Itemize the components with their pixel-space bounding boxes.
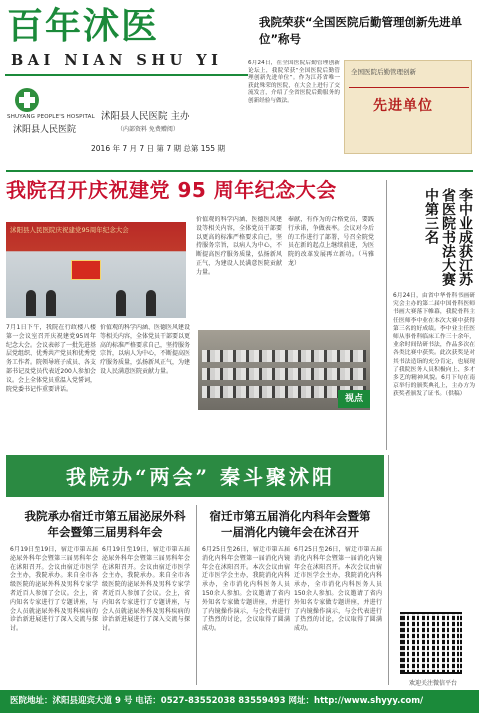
main-story-col1: 7月1日下午，我院在行政楼八楼第一会议室召开庆祝建党95周年纪念大会。会议表彰了一批先进基层党组织、优秀共产党员和优秀党务工作者。院领导班子成员、各支部书记及党员代表近200人参加会议。会上全体党员重温入党誓词，院党委书记作重要讲话。: [6, 324, 96, 393]
column-divider: [388, 455, 389, 685]
person-figure: [146, 290, 156, 316]
right-sub-headline: 宿迁市第五届消化内科年会暨第一届消化内镜年会在沭召开: [209, 509, 371, 539]
main-story-col3: 价值观的科学内涵、医德医风建设等相关内容，全体党员干部要以更高的标准严格要求自己，坚持服务宗旨，以病人为中心，不断提高医疗服务质量，弘扬新风正气，为建设人民满意医院贡献力量。: [196, 216, 282, 276]
hospital-logo-icon: [15, 88, 39, 112]
left-sub-col2: 6月19日至19日，宿迁市第五届泌尿外科年会暨第三届男科年会在沭阳召开。会议由宿迁市医学会主办，我院承办。来自全市各级医院的泌尿外科及男科专家学者近百人参加了会议。会上，省内知名专家进行了专题讲座，与会人员就泌尿外科及男科疾病的诊治新进展进行了深入交流与探讨。: [102, 546, 190, 633]
qr-pattern: [400, 612, 462, 674]
hospital-name-en: SHUYANG PEOPLE'S HOSPITAL: [7, 114, 95, 120]
view-badge: 视点: [338, 390, 370, 408]
section-divider: [6, 170, 473, 172]
right-sub-col2: 6月25日至26日，宿迁市第五届消化内科年会暨第一届消化内镜年会在沭阳召开。本次会议由宿迁市医学会主办，我院消化内科承办，全市消化内科医务人员150余人参加。会议邀请了省内外知名专家做专题讲座，并进行了内镜操作演示，与会代表进行了热烈的讨论，会议取得了圆满成功。: [294, 546, 382, 633]
issue-info: 2016 年 7 月 7 日 第 7 期 总第 155 期: [91, 144, 225, 153]
hospital-name-cn: 沭阳县人民医院: [13, 125, 77, 135]
masthead-title: 百年沭医: [7, 6, 160, 47]
lianghui-banner: [6, 455, 384, 497]
main-story-photo: [6, 222, 186, 318]
main-story-col4: 奉献，有作为的合格党员，要践行承诺，争做表率。会议对今后的工作进行了部署，号召全院党员在新的起点上继续前进，为医院的改革发展再立新功。（马雅龙）: [288, 216, 374, 267]
top-story-body: 6月24日，在全国医院后勤管理创新论坛上，我院荣获“全国医院后勤管理创新先进单位”。作为江苏省唯一获此殊荣的医院，在大会上进行了交流发言，介绍了全省医院后勤服务的创新经验与做法。: [248, 60, 340, 104]
lianghui-banner-text: 我院办“两会” 秦斗聚沭阳: [66, 465, 335, 489]
masthead-divider: [5, 74, 248, 76]
party-flag-icon: [71, 260, 101, 280]
person-figure: [46, 290, 56, 316]
masthead: [5, 4, 248, 184]
main-headline: 我院召开庆祝建党 95 周年纪念大会: [6, 178, 337, 202]
footer-bar: 医院地址：沭阳县迎宾大道 9 号 电话：0527-83552038 83559493 网址：http://www.shyyy.com/: [0, 690, 479, 713]
qr-caption: 欢迎关注微信平台: [408, 680, 457, 687]
person-figure: [116, 290, 126, 316]
photo-caption: 全国医院后勤管理创新: [351, 68, 416, 76]
left-sub-headline: 我院承办宿迁市第五届泌尿外科年会暨第三届男科年会: [24, 509, 186, 539]
host-label: 沭阳县人民医院 主办: [101, 111, 190, 122]
main-story-col2: 价值观的科学内涵、医德医风建设等相关内容，全体党员干部要以更高的标准严格要求自己，坚持服务宗旨，以病人为中心，不断提高医疗服务质量，弘扬新风正气，为建设人民满意医院贡献力量。: [100, 324, 190, 375]
top-story-title: 我院荣获“全国医院后勤管理创新先进单位”称号: [259, 15, 463, 46]
left-sub-col1: 6月19日至19日，宿迁市第五届泌尿外科年会暨第三届男科年会在沭阳召开。会议由宿迁市医学会主办，我院承办。来自全市各级医院的泌尿外科及男科专家学者近百人参加了会议。会上，省内知名专家进行了专题讲座，与会人员就泌尿外科及男科疾病的诊治新进展进行了深入交流与探讨。: [10, 546, 98, 633]
column-divider: [386, 180, 387, 450]
right-story-title: 李中业成获江苏省医院书法大赛中第三名: [423, 188, 473, 286]
person-figure: [26, 290, 36, 316]
photo-rule: [349, 87, 469, 88]
top-story-photo: [344, 60, 472, 154]
masthead-title-en: BAI NIAN SHU YI: [11, 52, 223, 69]
photo-text: 先进单位: [373, 98, 433, 114]
right-story-body: 6月24日，由省中华骨科书画研究会主办的第二届中国骨科医师书画大赛落下帷幕，我院骨科主任医师李中业在本次大赛中获得第三名的好成绩。李中业主任医师从事骨科临床工作三十余年，业余时间钻研书法，作品多次在各类比赛中获奖。此次获奖是对其书法造诣的充分肯定，也展现了我院医务人员积极向上、多才多艺的精神风貌。6月下旬在南京举行的颁奖典礼上，主办方为获奖者颁发了证书。（供稿）: [393, 293, 475, 398]
column-divider: [196, 505, 197, 685]
photo-banner: 沭阳县人民医院庆祝建党95周年纪念大会: [10, 226, 129, 234]
right-sub-col1: 6月25日至26日，宿迁市第五届消化内科年会暨第一届消化内镜年会在沭阳召开。本次会议由宿迁市医学会主办，我院消化内科承办，全市消化内科医务人员150余人参加。会议邀请了省内外知名专家做专题讲座，并进行了内镜操作演示，与会代表进行了热烈的讨论，会议取得了圆满成功。: [202, 546, 290, 633]
host-note: （内部资料 免费赠阅）: [117, 126, 179, 133]
audience-row: [202, 350, 366, 362]
audience-row: [202, 368, 366, 380]
